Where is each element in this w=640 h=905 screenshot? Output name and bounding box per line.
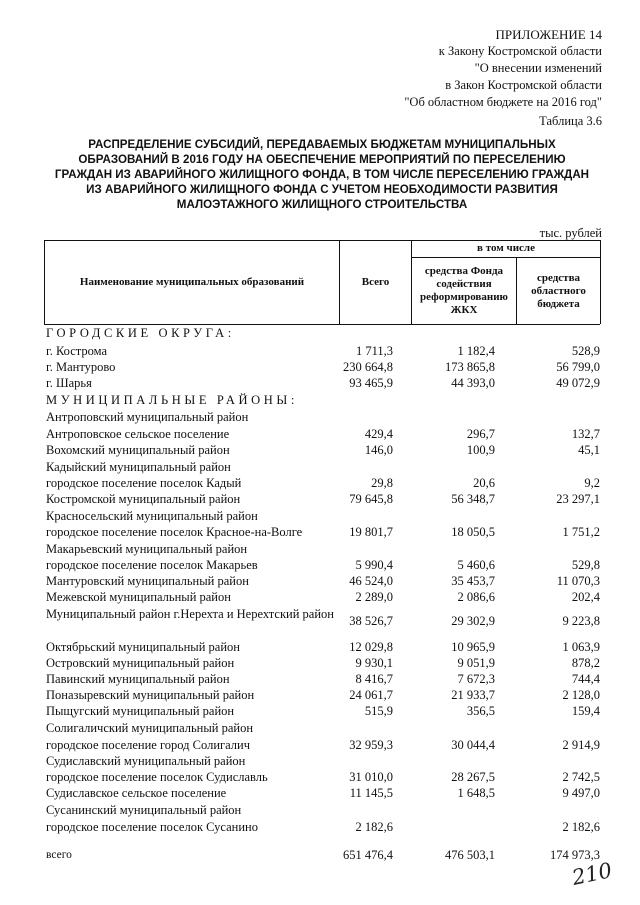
header-divider-regional — [516, 257, 517, 324]
row-fund: 296,7 — [466, 427, 495, 441]
row-total: 515,9 — [364, 704, 393, 718]
row-total: 29,8 — [371, 476, 393, 490]
document-title — [52, 137, 592, 212]
row-total: 38 526,7 — [349, 614, 393, 628]
row-regional: 528,9 — [571, 344, 600, 358]
row-name: Антроповское сельское поселение — [46, 427, 230, 441]
header-border-right — [600, 240, 601, 324]
row-name: городское поселение поселок Макарьев — [46, 558, 258, 572]
row-regional: 11 070,3 — [556, 574, 600, 588]
row-regional: 56 799,0 — [556, 360, 600, 374]
row-name: Сусанинский муниципальный район — [46, 803, 242, 817]
table-number: Таблица 3.6 — [539, 114, 602, 128]
table-header — [44, 240, 600, 324]
row-total: 12 029,8 — [349, 640, 393, 654]
title-line: ОБРАЗОВАНИЙ В 2016 ГОДУ НА ОБЕСПЕЧЕНИЕ МЕРОПРИЯТИЙ ПО ПЕРЕСЕЛЕНИЮ — [78, 153, 566, 166]
row-fund: 7 672,3 — [457, 672, 495, 686]
title-line: МАЛОЭТАЖНОГО ЖИЛИЩНОГО СТРОИТЕЛЬСТВА — [176, 198, 468, 211]
row-name: Костромской муниципальный район — [46, 492, 241, 506]
row-regional: 2 182,6 — [562, 820, 600, 834]
row-total: 429,4 — [364, 427, 393, 441]
row-regional: 2 128,0 — [562, 688, 600, 702]
row-fund: 44 393,0 — [451, 376, 495, 390]
row-name: Пыщугский муниципальный район — [46, 704, 235, 718]
row-regional: 744,4 — [571, 672, 600, 686]
row-name: г. Шарья — [46, 376, 92, 390]
row-regional: 878,2 — [571, 656, 600, 670]
row-regional: 1 751,2 — [562, 525, 600, 539]
row-name: Павинский муниципальный район — [46, 672, 230, 686]
row-name: Вохомский муниципальный район — [46, 443, 230, 457]
title-line: ИЗ АВАРИЙНОГО ЖИЛИЩНОГО ФОНДА С УЧЕТОМ НЕОБХОДИМОСТИ РАЗВИТИЯ — [86, 183, 558, 196]
row-regional: 159,4 — [571, 704, 600, 718]
row-name: ГОРОДСКИЕ ОКРУГА: — [46, 326, 235, 340]
row-fund: 1 648,5 — [457, 786, 495, 800]
row-fund: 20,6 — [473, 476, 495, 490]
row-fund: 29 302,9 — [451, 614, 495, 628]
appendix-number: ПРИЛОЖЕНИЕ 14 — [495, 27, 602, 42]
row-name: городское поселение город Солигалич — [46, 738, 251, 752]
row-name: Судиславское сельское поселение — [46, 786, 227, 800]
row-fund: 5 460,6 — [457, 558, 495, 572]
row-fund: 476 503,1 — [445, 848, 495, 862]
row-regional: 9 497,0 — [562, 786, 600, 800]
appendix-header — [404, 26, 602, 111]
row-fund: 30 044,4 — [451, 738, 495, 752]
header-border-bottom — [44, 324, 600, 325]
row-total: 93 465,9 — [349, 376, 393, 390]
row-regional: 23 297,1 — [556, 492, 600, 506]
row-regional: 9,2 — [584, 476, 600, 490]
row-fund: 100,9 — [466, 443, 495, 457]
row-fund: 9 051,9 — [457, 656, 495, 670]
header-divider-total — [339, 240, 340, 324]
row-regional: 529,8 — [571, 558, 600, 572]
appendix-law-title-2: в Закон Костромской области — [445, 78, 602, 92]
col-header-regional: средства областного бюджета — [531, 271, 586, 310]
row-name: Красносельский муниципальный район — [46, 509, 258, 523]
row-total: 46 524,0 — [349, 574, 393, 588]
row-fund: 28 267,5 — [451, 770, 495, 784]
row-fund: 2 086,6 — [457, 590, 495, 604]
row-regional: 202,4 — [571, 590, 600, 604]
row-regional: 49 072,9 — [556, 376, 600, 390]
row-total: 146,0 — [364, 443, 393, 457]
row-name: Межевской муниципальный район — [46, 590, 231, 604]
row-name: Антроповский муниципальный район — [46, 410, 249, 424]
row-total: 32 959,3 — [349, 738, 393, 752]
row-total: 31 010,0 — [349, 770, 393, 784]
col-header-fund: средства Фонда содействия реформированию ЖКХ — [420, 265, 508, 316]
row-name: Мантуровский муниципальный район — [46, 574, 249, 588]
row-fund: 21 933,7 — [451, 688, 495, 702]
row-name: городское поселение поселок Кадый — [46, 476, 242, 490]
row-name: г. Кострома — [46, 344, 108, 358]
row-total: 230 664,8 — [343, 360, 393, 374]
row-regional: 1 063,9 — [562, 640, 600, 654]
row-regional: 9 223,8 — [562, 614, 600, 628]
row-fund: 356,5 — [466, 704, 495, 718]
header-border-left — [44, 240, 45, 324]
row-name: Макарьевский муниципальный район — [46, 542, 248, 556]
row-fund: 18 050,5 — [451, 525, 495, 539]
row-name: Кадыйский муниципальный район — [46, 460, 231, 474]
row-fund: 1 182,4 — [457, 344, 495, 358]
units-label: тыс. рублей — [539, 226, 602, 240]
row-total: 24 061,7 — [349, 688, 393, 702]
row-total: 1 711,3 — [355, 344, 393, 358]
row-name: всего — [46, 849, 72, 861]
row-regional: 2 914,9 — [562, 738, 600, 752]
row-name: Солигаличский муниципальный район — [46, 721, 254, 735]
row-total: 2 289,0 — [355, 590, 393, 604]
row-fund: 10 965,9 — [451, 640, 495, 654]
row-regional: 45,1 — [578, 443, 600, 457]
page-number: 210 — [569, 858, 615, 890]
row-total: 8 416,7 — [355, 672, 393, 686]
row-total: 11 145,5 — [349, 786, 393, 800]
row-total: 79 645,8 — [349, 492, 393, 506]
row-fund: 35 453,7 — [451, 574, 495, 588]
appendix-law-ref: к Закону Костромской области — [438, 44, 602, 58]
appendix-law-title-3: "Об областном бюджете на 2016 год" — [404, 95, 602, 109]
col-header-name: Наименование муниципальных образований — [79, 275, 305, 288]
row-regional: 132,7 — [571, 427, 600, 441]
title-line: РАСПРЕДЕЛЕНИЕ СУБСИДИЙ, ПЕРЕДАВАЕМЫХ БЮДЖЕТАМ МУНИЦИПАЛЬНЫХ — [88, 138, 556, 151]
row-name: городское поселение поселок Сусанино — [46, 820, 258, 834]
row-total: 2 182,6 — [355, 820, 393, 834]
col-header-group: в том числе — [477, 242, 535, 254]
row-total: 9 930,1 — [355, 656, 393, 670]
row-fund: 173 865,8 — [445, 360, 495, 374]
row-name: городское поселение поселок Судиславль — [46, 770, 268, 784]
row-name: Островский муниципальный район — [46, 656, 235, 670]
row-total: 651 476,4 — [343, 848, 393, 862]
col-header-total: Всего — [361, 275, 390, 288]
header-divider-fund — [411, 240, 412, 324]
row-regional: 2 742,5 — [562, 770, 600, 784]
appendix-law-title-1: "О внесении изменений — [474, 61, 602, 75]
row-total: 5 990,4 — [355, 558, 393, 572]
row-total: 19 801,7 — [349, 525, 393, 539]
row-name: Октябрьский муниципальный район — [46, 640, 240, 654]
row-name: Судиславский муниципальный район — [46, 754, 246, 768]
row-name: городское поселение поселок Красное-на-Волге — [46, 525, 303, 539]
row-name: г. Мантурово — [46, 360, 116, 374]
row-name: Поназыревский муниципальный район — [46, 688, 255, 702]
row-fund: 56 348,7 — [451, 492, 495, 506]
title-line: ГРАЖДАН ИЗ АВАРИЙНОГО ЖИЛИЩНОГО ФОНДА, В ТОМ ЧИСЛЕ ПЕРЕСЕЛЕНИЮ ГРАЖДАН — [54, 168, 590, 181]
row-regional: 174 973,3 — [550, 848, 600, 862]
row-name: Муниципальный район г.Нерехта и Нерехтский район — [46, 607, 334, 621]
row-name: МУНИЦИПАЛЬНЫЕ РАЙОНЫ: — [46, 393, 298, 407]
